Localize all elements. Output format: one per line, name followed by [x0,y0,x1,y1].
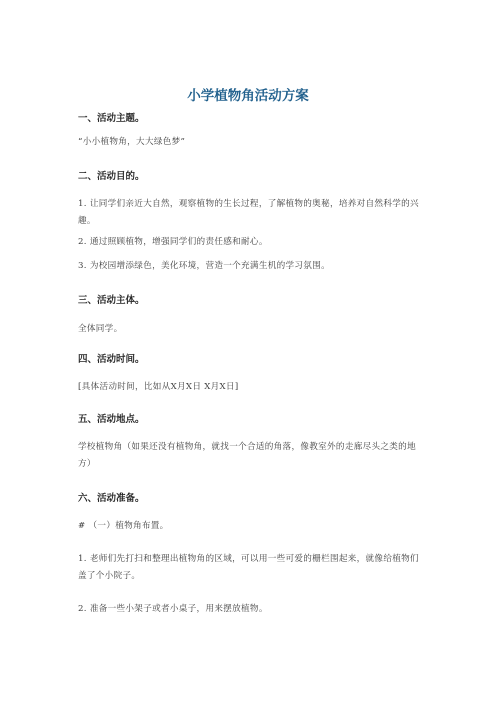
paragraph-participants: 全体同学。 [78,324,123,334]
paragraph-preparation-2: 2. 准备一些小架子或者小桌子，用来摆放植物。 [78,604,268,614]
paragraph-purpose-1: 1. 让同学们亲近大自然，观察植物的生长过程，了解植物的奥秘，培养对自然科学的兴趣。 [78,199,419,226]
paragraph-theme: “小小植物角，大大绿色梦” [78,137,186,147]
paragraph-purpose-3: 3. 为校园增添绿色，美化环境，营造一个充满生机的学习氛围。 [78,261,330,271]
section-heading-preparation: 六、活动准备。 [78,493,145,504]
section-heading-purpose: 二、活动目的。 [78,171,145,182]
section-heading-time: 四、活动时间。 [78,354,145,365]
section-heading-location: 五、活动地点。 [78,414,145,425]
paragraph-purpose-2: 2. 通过照顾植物，增强同学们的责任感和耐心。 [78,237,268,247]
paragraph-time: [具体活动时间，比如从X月X日 X月X日] [78,382,239,392]
section-heading-participants: 三、活动主体。 [78,295,145,306]
paragraph-preparation-1: 1. 老师们先打扫和整理出植物角的区域，可以用一些可爱的栅栏围起来，就像给植物们盖了个小院子。 [78,554,419,581]
section-heading-theme: 一、活动主题。 [78,113,145,124]
paragraph-location: 学校植物角（如果还没有植物角，就找一个合适的角落，像教室外的走廊尽头之类的地方） [78,442,416,469]
paragraph-preparation-heading: # （一）植物角布置。 [78,521,169,531]
document-title: 小学植物角活动方案 [187,88,309,104]
